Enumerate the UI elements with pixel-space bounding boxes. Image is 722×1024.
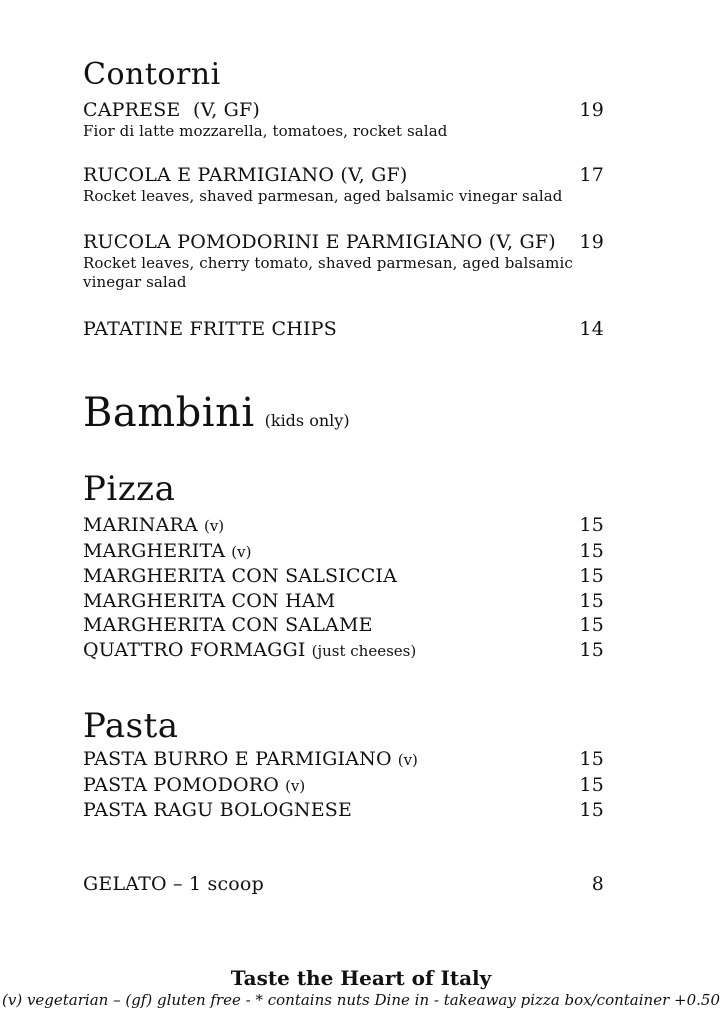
item-note: (just cheeses)	[311, 641, 417, 660]
menu-item-gelato	[83, 873, 604, 896]
item-name: MARINARA	[83, 514, 198, 536]
item-price: 15	[579, 514, 604, 536]
item-price: 15	[579, 799, 604, 821]
item-note: (v)	[203, 517, 225, 535]
footer-note: (v) vegetarian – (gf) gluten free - * contains nuts Dine in - takeaway pizza box/container +0.50	[2, 991, 720, 1009]
item-description: Fior di latte mozzarella, tomatoes, rocket salad	[83, 122, 448, 140]
item-note: (v)	[231, 542, 252, 561]
item-description: Rocket leaves, shaved parmesan, aged balsamic vinegar salad	[83, 187, 563, 205]
footer-tagline: Taste the Heart of Italy	[230, 966, 492, 990]
item-price: 15	[579, 565, 604, 587]
menu-item-patatine	[83, 318, 604, 341]
item-price: 15	[579, 539, 604, 562]
menu-item-margherita-salsiccia	[83, 564, 604, 589]
item-name: PATATINE FRITTE CHIPS	[83, 318, 337, 340]
menu-item-caprese	[83, 99, 604, 122]
item-price: 17	[579, 164, 604, 186]
item-price: 15	[579, 748, 604, 770]
menu-item-rucola-parmigiano	[83, 164, 604, 187]
section-title-note: (kids only)	[264, 411, 350, 430]
menu-item-marinara	[83, 513, 604, 539]
item-price: 19	[579, 231, 604, 253]
item-note: (v)	[397, 751, 418, 769]
menu-column	[83, 0, 604, 896]
item-price: 15	[579, 614, 604, 636]
item-price: 15	[579, 773, 604, 796]
item-name: MARGHERITA CON SALAME	[83, 614, 373, 636]
item-price: 8	[591, 872, 604, 895]
menu-item-pasta-ragu	[83, 798, 604, 823]
section-title-text: Bambini	[83, 390, 255, 436]
menu-item-pasta-burro	[83, 747, 604, 773]
item-price: 14	[579, 318, 604, 340]
section-title-pasta: Pasta	[83, 706, 179, 746]
item-name: PASTA RAGU BOLOGNESE	[83, 799, 353, 821]
menu-item-margherita-ham	[83, 589, 604, 614]
menu-item-rucola-pomodorini	[83, 231, 604, 254]
item-name: PASTA POMODORO	[83, 773, 280, 796]
item-price: 15	[579, 589, 604, 612]
item-price: 15	[579, 638, 604, 661]
pasta-items	[83, 747, 604, 823]
item-name: RUCOLA E PARMIGIANO (V, GF)	[83, 164, 408, 186]
section-title-bambini	[83, 391, 604, 443]
menu-item-margherita	[83, 539, 604, 565]
item-name: GELATO – 1 scoop	[83, 872, 264, 895]
section-title-pizza: Pizza	[83, 469, 176, 509]
item-price: 19	[579, 99, 604, 121]
item-description: Rocket leaves, cherry tomato, shaved parmesan, aged balsamic vinegar salad	[83, 254, 573, 291]
pizza-items	[83, 513, 604, 663]
menu-item-quattro-formaggi	[83, 638, 604, 664]
menu-item-pasta-pomodoro	[83, 773, 604, 799]
menu-item-margherita-salame	[83, 613, 604, 638]
item-name: PASTA BURRO E PARMIGIANO	[83, 748, 392, 770]
section-title-contorni: Contorni	[83, 57, 221, 92]
item-name: QUATTRO FORMAGGI	[83, 638, 306, 661]
item-name: MARGHERITA CON HAM	[83, 589, 336, 612]
item-name: MARGHERITA CON SALSICCIA	[83, 565, 398, 587]
item-name: MARGHERITA	[83, 539, 226, 562]
item-name: RUCOLA POMODORINI E PARMIGIANO (V, GF)	[83, 231, 556, 253]
item-name: CAPRESE (V, GF)	[83, 99, 261, 121]
item-note: (v)	[285, 776, 306, 795]
